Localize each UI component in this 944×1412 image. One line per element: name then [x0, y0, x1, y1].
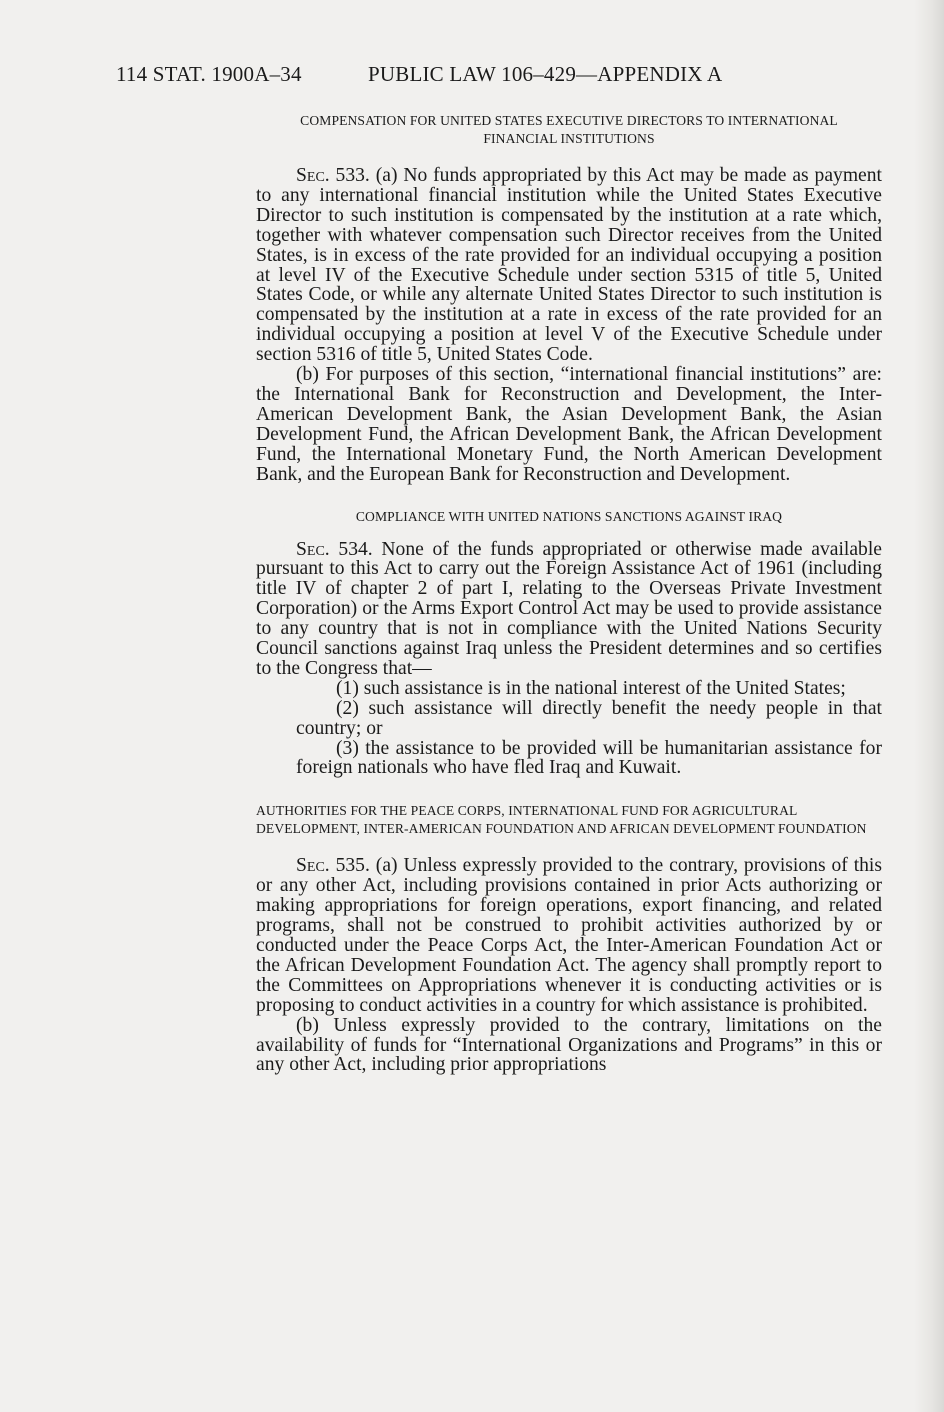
- section-535-heading: AUTHORITIES FOR THE PEACE CORPS, INTERNATIONAL FUND FOR AGRICULTURAL DEVELOPMENT, INTER-AMERICAN FOUNDATION AND AFRICAN DEVELOPMENT FOUNDATION: [256, 803, 867, 837]
- section-534-intro-text: None of the funds appropriated or otherwise made available pursuant to this Act to carry out the Foreign Assistance Act of 1961 (including title IV of chapter 2 of part I, relating to the Overseas Private Investment Corporation) or the Arms Export Control Act may be used to provide assistance to any country that is not in compliance with the United Nations Security Council sanctions against Iraq unless the President determines and so certifies to the Congress that—: [256, 538, 882, 679]
- section-534-intro: [256, 540, 882, 679]
- section-534-item-2: (2) such assistance will directly benefit the needy people in that country; or: [296, 697, 882, 739]
- page-edge-shadow: [914, 0, 944, 1412]
- section-533-para-a: [256, 166, 882, 365]
- section-534-heading: COMPLIANCE WITH UNITED NATIONS SANCTIONS AGAINST IRAQ: [355, 508, 783, 524]
- section-534-label: Sec. 534.: [296, 538, 373, 560]
- running-title: PUBLIC LAW 106–429—APPENDIX A: [368, 62, 723, 86]
- running-head: [116, 62, 722, 87]
- section-533-para-a-text: (a) No funds appropriated by this Act may be made as payment to any international financial institution while the United States Executive Director to such institution is compensated by the institution at a rate which, together with whatever compensation such Director receives from the United States, is in excess of the rate provided for an individual occupying a position at level IV of the Executive Schedule under section 5315 of title 5, United States Code, or while any alternate United States Director to such institution is compensated by the institution at a rate in excess of the rate provided for an individual occupying a position at level V of the Executive Schedule under section 5316 of title 5, United States Code.: [256, 165, 882, 366]
- section-533-para-b: (b) For purposes of this section, “international financial institutions” are: the International Bank for Reconstruction and Development, the Inter-American Development Bank, the Asian Development Bank, the Asian Development Fund, the African Development Bank, the African Development Fund, the International Monetary Fund, the North American Development Bank, and the European Bank for Reconstruction and Development.: [256, 364, 882, 485]
- section-533-heading: COMPENSATION FOR UNITED STATES EXECUTIVE DIRECTORS TO INTERNATIONAL FINANCIAL INSTITUTIONS: [300, 113, 838, 146]
- section-533-label: Sec. 533.: [296, 165, 370, 186]
- text-column: [256, 112, 882, 1075]
- section-535-para-a: [256, 856, 882, 1015]
- section-535-para-a-text: (a) Unless expressly provided to the contrary, provisions of this or any other Act, including provisions contained in prior Acts authorizing or making appropriations for foreign operations, export financing, and related programs, shall not be construed to prohibit activities authorized by or conducted under the Peace Corps Act, the Inter-American Foundation Act or the African Development Foundation Act. The agency shall promptly report to the Committees on Appropriations whenever it is conducting activities or is proposing to conduct activities in a country for which assistance is prohibited.: [256, 855, 883, 1016]
- section-535-para-b: (b) Unless expressly provided to the contrary, limitations on the availability of funds for “International Organizations and Programs” in this or any other Act, including prior appropriations: [256, 1014, 882, 1076]
- section-535-label: Sec. 535.: [296, 855, 370, 877]
- section-534-item-3: (3) the assistance to be provided will be humanitarian assistance for foreign nationals who have fled Iraq and Kuwait.: [296, 737, 882, 779]
- section-534-item-1: (1) such assistance is in the national interest of the United States;: [336, 677, 846, 699]
- page-folio: 114 STAT. 1900A–34: [116, 62, 302, 86]
